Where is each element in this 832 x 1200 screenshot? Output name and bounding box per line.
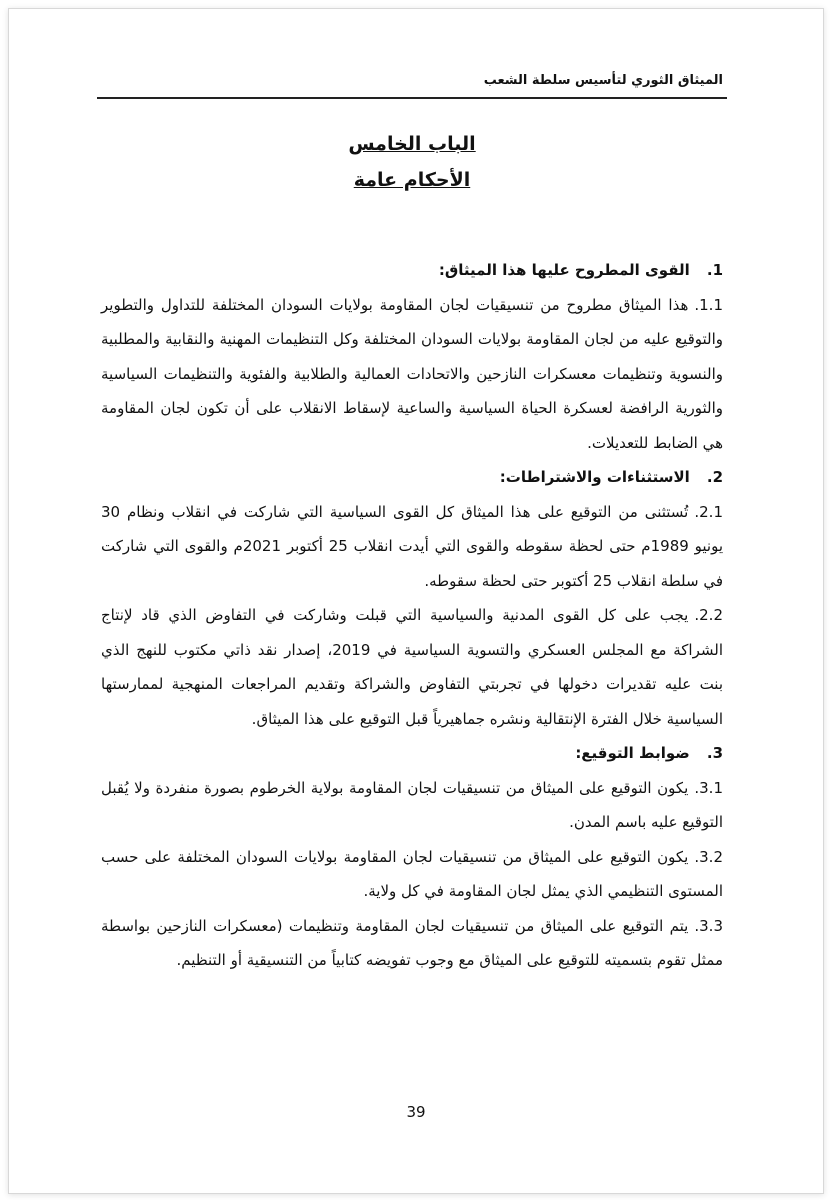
paragraph-number: 3.2.	[694, 847, 723, 866]
section-number: 3.	[706, 744, 723, 762]
section-number: 2.	[706, 468, 723, 486]
chapter-subtitle: الأحكام عامة	[353, 169, 471, 191]
paragraph-number: 2.2.	[694, 606, 723, 624]
chapter-title: الباب الخامس	[348, 133, 476, 155]
paragraph-text: يتم التوقيع على الميثاق من تنسيقيات لجان المقاومة وتنظيمات (معسكرات النازحين بواسطة ممثل تقوم بتسميته للتوقيع على الميثاق مع وجوب تفويضه كتابياً من التنسيقية أو التنظيم.	[101, 916, 723, 969]
section-number: 1.	[706, 261, 723, 279]
paragraph-number: 3.3.	[694, 916, 723, 935]
paragraph	[101, 840, 723, 909]
paragraph-text: يكون التوقيع على الميثاق من تنسيقيات لجان المقاومة بولايات السودان المختلفة على حسب المستوى التنظيمي الذي يمثل لجان المقاومة في كل ولاية.	[101, 847, 723, 900]
section-heading	[101, 736, 723, 771]
paragraph	[101, 288, 723, 461]
section-heading-text: ضوابط التوقيع:	[575, 744, 690, 762]
running-header: الميثاق الثوري لتأسيس سلطة الشعب	[483, 73, 723, 88]
document-page	[8, 8, 824, 1194]
section-heading-text: الاستثناءات والاشتراطات:	[499, 468, 690, 486]
paragraph-text: يكون التوقيع على الميثاق من تنسيقيات لجان المقاومة بولاية الخرطوم بصورة منفردة ولا يُقبل التوقيع عليه باسم المدن.	[101, 778, 723, 831]
section-heading	[101, 460, 723, 495]
header-rule	[97, 97, 727, 99]
paragraph	[101, 771, 723, 840]
paragraph	[101, 598, 723, 736]
paragraph-number: 2.1.	[694, 502, 723, 521]
paragraph-text: هذا الميثاق مطروح من تنسيقيات لجان المقاومة بولايات السودان المختلفة للتداول والتطوير والتوقيع عليه من لجان المقاومة بولايات السودان المختلفة وكل التنظيمات المهنية والنقابية والمطلبية والنسوية وتنظيمات معسكرات النازحين والاتحادات العمالية والطلابية والفئوية والتنظيمات السياسية والثورية الرافضة لعسكرة الحياة السياسية والساعية لإسقاط الانقلاب على أن تكون لجان المقاومة هي الضابط للتعديلات.	[101, 295, 723, 452]
section-heading	[101, 253, 723, 288]
paragraph	[101, 495, 723, 599]
paragraph-number: 1.1.	[694, 295, 723, 314]
section-heading-text: القوى المطروح عليها هذا الميثاق:	[438, 261, 690, 279]
paragraph-text: تُستثنى من التوقيع على هذا الميثاق كل القوى السياسية التي شاركت في انقلاب ونظام 30 يونيو 1989م حتى لحظة سقوطه والقوى التي أيدت انقلاب 25 أكتوبر 2021م والقوى التي شاركت في سلطة انقلاب 25 أكتوبر حتى لحظة سقوطه.	[101, 502, 723, 590]
paragraph-text: يجب على كل القوى المدنية والسياسية التي قبلت وشاركت في التفاوض الذي قاد لإنتاج الشراكة مع المجلس العسكري والتسوية السياسية في 2019، إصدار نقد ذاتي مكتوب للنهج الذي بنت عليه تقديرات دخولها في تجربتي التفاوض والشراكة وتقديم المراجعات المنهجية لممارستها السياسية خلال الفترة الإنتقالية ونشره جماهيرياً قبل التوقيع على هذا الميثاق.	[101, 606, 723, 728]
document-body	[101, 253, 723, 978]
paragraph-number: 3.1.	[694, 778, 723, 797]
paragraph	[101, 909, 723, 978]
page-number: 39	[406, 1103, 426, 1121]
